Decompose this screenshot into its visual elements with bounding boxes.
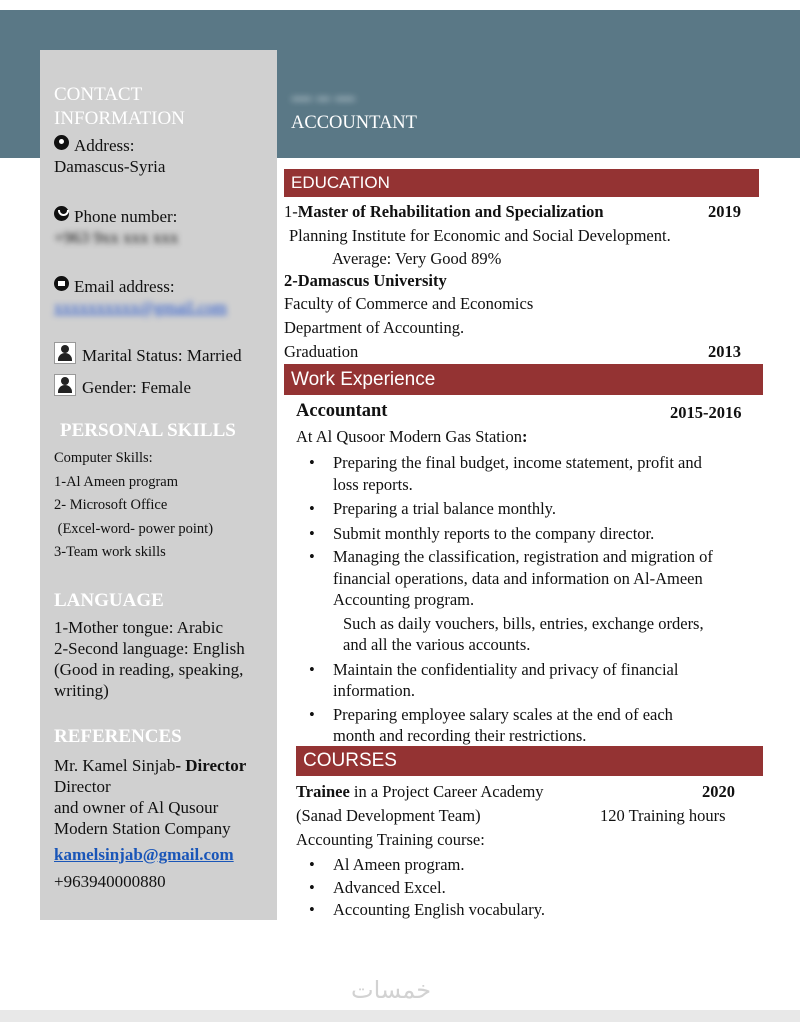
skill-item: Computer Skills: [54, 450, 153, 466]
email-value-row [54, 297, 277, 318]
phone-label: Phone number: [74, 207, 178, 226]
trainee-rest: in a Project Career Academy [349, 782, 544, 801]
duty-subtext: Such as daily vouchers, bills, entries, exchange orders, [343, 613, 704, 633]
reference-company-2: Modern Station Company [54, 818, 231, 838]
work-place: At Al Qusoor Modern Gas Station [296, 427, 522, 446]
list-item: • Al Ameen program. [309, 855, 465, 874]
duty-text: Preparing employee salary scales at the end of each [333, 704, 673, 724]
trainee-bold: Trainee [296, 782, 350, 801]
degree-1-prefix: 1- [284, 202, 298, 221]
language-item: (Good in reading, speaking, [54, 659, 244, 679]
email-link[interactable]: xxxxxxxxxx@gmail.com [54, 298, 227, 317]
education-heading: EDUCATION [284, 169, 759, 197]
course-team: (Sanad Development Team) [296, 806, 481, 825]
duty-text: month and recording their restrictions. [333, 726, 587, 745]
duty-text: Submit monthly reports to the company director. [333, 523, 655, 543]
degree-1-line [284, 202, 604, 222]
language-heading: LANGUAGE [54, 589, 164, 611]
address-row [54, 135, 277, 156]
list-item: • Submit monthly reports to the company director. [309, 523, 655, 543]
skill-item: (Excel-word- power point) [54, 520, 214, 537]
courses-list [296, 854, 766, 922]
duty-text: Preparing a trial balance monthly. [333, 499, 556, 518]
course-title: Accounting Training course: [296, 830, 485, 849]
list-item [296, 613, 766, 656]
course-hours: 120 Training hours [600, 806, 726, 825]
reference-email-link[interactable]: kamelsinjab@gmail.com [54, 844, 234, 864]
skills-list [54, 447, 277, 565]
degree-2-department: Department of Accounting. [284, 318, 465, 337]
email-row [54, 276, 277, 297]
mail-icon [54, 276, 69, 291]
trainee-line [296, 782, 544, 802]
work-years: 2015-2016 [670, 403, 742, 422]
footer-band [0, 1010, 800, 1022]
skills-heading: PERSONAL SKILLS [60, 420, 236, 441]
reference-line: Mr. Kamel Sinjab- Director Director [54, 755, 247, 796]
list-item: • Managing the classification, registration and migration of financial operations, data and information on Al-Ameen Accounting program. [309, 547, 713, 609]
person-icon [54, 342, 76, 364]
course-year: 2020 [702, 782, 735, 801]
phone-icon [54, 206, 69, 221]
degree-2-graduation: Graduation [284, 342, 359, 361]
skill-item: 1-Al Ameen program [54, 473, 179, 490]
email-label: Email address: [74, 277, 175, 296]
sidebar [40, 50, 277, 920]
list-item: • Preparing a trial balance monthly. [309, 499, 556, 518]
language-item: 2-Second language: English [54, 638, 245, 658]
language-list [54, 617, 277, 701]
duty-subtext: and all the various accounts. [343, 635, 531, 654]
reference-company-1: and owner of Al Qusour [54, 797, 219, 817]
references-heading: REFERENCES [54, 725, 182, 747]
duty-text: Preparing the final budget, income statement, profit and [333, 453, 702, 472]
language-item: 1-Mother tongue: Arabic [54, 617, 224, 637]
address-label: Address: [74, 136, 135, 155]
duty-text: Maintain the confidentiality and privacy of financial [333, 659, 679, 679]
watermark: خمسات [351, 976, 432, 1004]
location-pin-icon [54, 135, 69, 150]
job-title-header: ACCOUNTANT [291, 113, 417, 133]
marital-status: Marital Status: Married [82, 346, 242, 365]
marital-row [54, 342, 277, 366]
skill-item: 2- Microsoft Office [54, 497, 168, 513]
language-item: writing) [54, 680, 109, 700]
applicant-name-blurred: ـــ ــ ـــ [292, 80, 355, 105]
degree-1-year: 2019 [708, 202, 741, 221]
duty-text: loss reports. [333, 474, 413, 494]
degree-1-institute: Planning Institute for Economic and Social Development. [289, 226, 671, 245]
degree-2-faculty: Faculty of Commerce and Economics [284, 294, 534, 313]
phone-value-row [54, 227, 277, 248]
degree-2-title: 2-Damascus University [284, 271, 447, 290]
work-duties-list [296, 452, 766, 747]
duty-text: information. [333, 681, 416, 700]
person-icon [54, 374, 76, 396]
contact-heading: CONTACT INFORMATION [54, 84, 185, 129]
gender-row [54, 374, 277, 398]
reference-block [54, 755, 277, 892]
gender: Gender: Female [82, 378, 192, 397]
degree-1-average: Average: Very Good 89% [332, 249, 502, 268]
reference-phone: +963940000880 [54, 871, 166, 891]
work-heading: Work Experience [284, 364, 763, 395]
course-item: Accounting English vocabulary. [333, 900, 546, 919]
work-job-title: Accountant [296, 401, 388, 421]
duty-text: Managing the classification, registration and migration of [333, 547, 713, 566]
list-item: • Advanced Excel. [309, 877, 446, 897]
skill-item: 3-Team work skills [54, 544, 166, 560]
degree-1-title: Master of Rehabilitation and Specialization [297, 202, 604, 221]
courses-heading: COURSES [296, 746, 763, 776]
work-place-line [296, 427, 527, 447]
address-value: Damascus-Syria [54, 157, 166, 176]
list-item: • Preparing the final budget, income statement, profit and loss reports. [309, 453, 702, 494]
reference-role: - Director [175, 755, 247, 775]
phone-value: +963 9xx xxx xxx [54, 228, 179, 247]
phone-row [54, 206, 277, 227]
reference-name: Mr. Kamel Sinjab [54, 755, 176, 775]
degree-2-year: 2013 [708, 342, 741, 361]
duty-text: financial operations, data and information on Al-Ameen [333, 568, 703, 588]
course-item: Advanced Excel. [333, 877, 446, 897]
list-item: • Preparing employee salary scales at the end of each month and recording their restrictions. [309, 704, 673, 745]
work-place-colon: : [521, 427, 528, 446]
duty-text: Accounting program. [333, 590, 475, 609]
list-item: • Accounting English vocabulary. [309, 900, 546, 919]
course-item: Al Ameen program. [333, 855, 465, 874]
list-item: • Maintain the confidentiality and privacy of financial information. [309, 659, 679, 700]
